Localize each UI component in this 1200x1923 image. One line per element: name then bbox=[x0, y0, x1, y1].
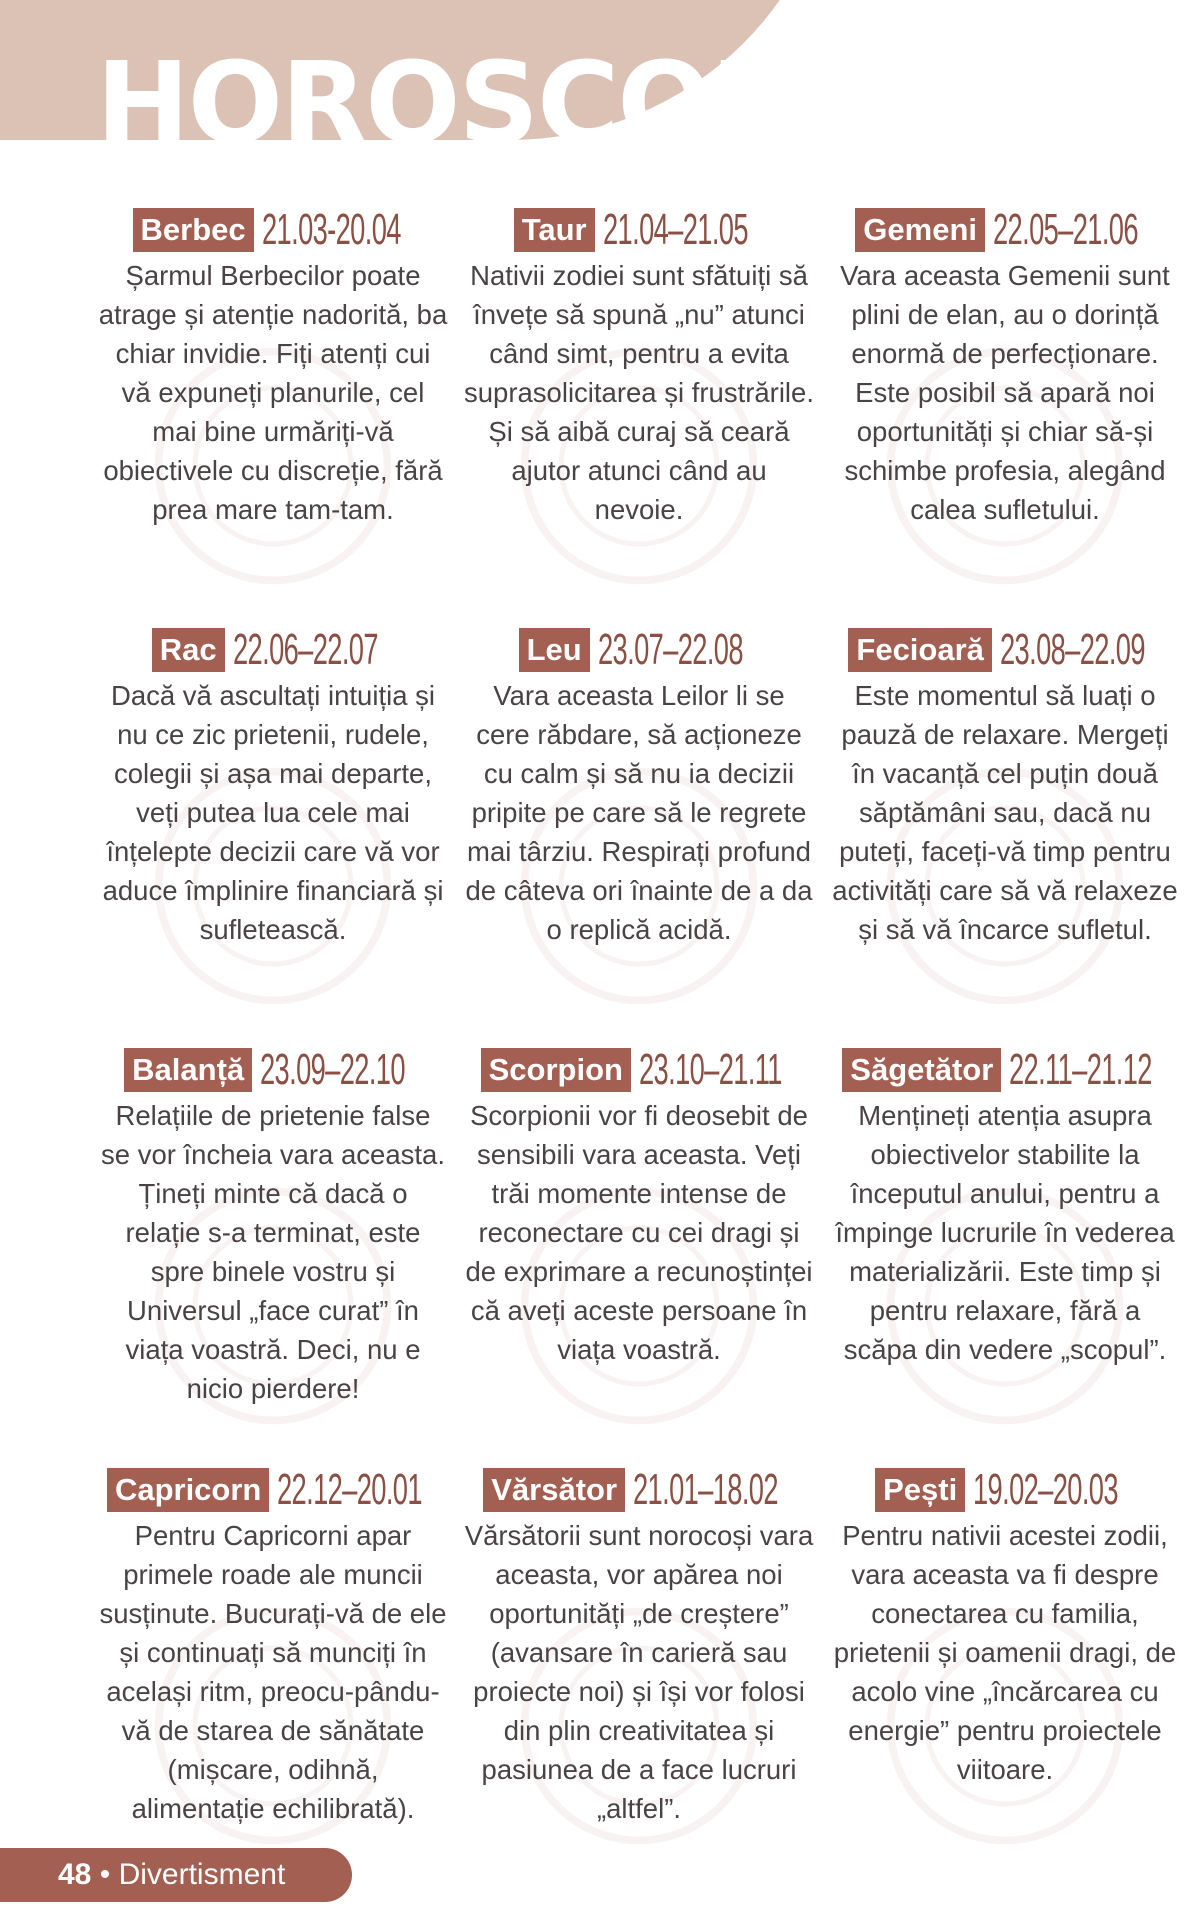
sign-name: Leu bbox=[519, 628, 590, 672]
sign-gemeni bbox=[822, 196, 1188, 616]
sign-name: Săgetător bbox=[842, 1048, 1001, 1092]
sign-dates: 21.03-20.04 bbox=[261, 205, 401, 254]
sign-text: Șarmul Berbecilor poate atrage și atenție nadorită, ba chiar invidie. Fiți atenți cui vă expuneți planurile, cel mai bine urmăriți-vă obiectivele cu discreție, fără prea mare tam-tam. bbox=[98, 260, 448, 525]
sign-dates: 21.04–21.05 bbox=[602, 205, 748, 254]
footer-separator: • bbox=[99, 1858, 111, 1891]
sign-dates: 22.06–22.07 bbox=[232, 625, 378, 674]
sign-header bbox=[456, 1456, 822, 1512]
sign-header bbox=[90, 616, 456, 672]
sign-dates: 23.10–21.11 bbox=[638, 1045, 782, 1094]
page-footer bbox=[0, 1848, 352, 1902]
sign-name: Capricorn bbox=[107, 1468, 269, 1512]
sign-fecioara bbox=[822, 616, 1188, 1036]
sign-dates: 23.07–22.08 bbox=[597, 625, 743, 674]
sign-header bbox=[456, 196, 822, 252]
sign-header bbox=[90, 1456, 456, 1512]
sign-dates: 22.05–21.06 bbox=[993, 205, 1138, 254]
sign-name: Berbec bbox=[133, 208, 254, 252]
sign-text: Mențineți atenția asupra obiectivelor stabilite la începutul anului, pentru a împinge lucrurile în vederea materializării. Este timp și pentru relaxare, fără a scăpa din vedere „scopul”. bbox=[835, 1100, 1175, 1365]
sign-header bbox=[822, 196, 1188, 252]
section-name: Divertisment bbox=[118, 1858, 286, 1891]
sign-header bbox=[456, 616, 822, 672]
sign-name: Fecioară bbox=[848, 628, 992, 672]
sign-scorpion bbox=[456, 1036, 822, 1456]
sign-name: Rac bbox=[152, 628, 225, 672]
sign-text: Vara aceasta Leilor li se cere răbdare, să acționeze cu calm și să nu ia decizii pripite pe care să le regrete mai târziu. Respirați profund de câteva ori înainte de a da o replică acidă. bbox=[465, 680, 813, 945]
sign-leu bbox=[456, 616, 822, 1036]
sign-name: Gemeni bbox=[855, 208, 985, 252]
sign-dates: 23.09–22.10 bbox=[260, 1045, 406, 1094]
sign-dates: 21.01–18.02 bbox=[633, 1465, 778, 1514]
sign-sagetator bbox=[822, 1036, 1188, 1456]
sign-text: Vara aceasta Gemenii sunt plini de elan, au o dorință enormă de perfecționare. Este posibil să apară noi oportunități și chiar să-și schimbe profesia, alegând calea sufletului. bbox=[840, 260, 1170, 525]
page-title: HOROSCOP bbox=[96, 39, 791, 169]
sign-rac bbox=[90, 616, 456, 1036]
sign-text: Dacă vă ascultați intuiția și nu ce zic prietenii, rudele, colegii și așa mai departe, veți putea lua cele mai înțelepte decizii care vă vor aduce împlinire financiară și sufletească. bbox=[102, 680, 444, 945]
sign-dates: 23.08–22.09 bbox=[999, 625, 1145, 674]
sign-header bbox=[822, 1036, 1188, 1092]
sign-text: Vărsătorii sunt norocoși vara aceasta, vor apărea noi oportunități „de creștere” (avansare în carieră sau proiecte noi) și își vor folosi din plin creativitatea și pasiunea de a face lucruri „altfel”. bbox=[464, 1520, 814, 1824]
sign-text: Este momentul să luați o pauză de relaxare. Mergeți în vacanță cel puțin două săptămâni sau, dacă nu puteți, faceți-vă timp pentru activități care să vă relaxeze și să vă încarce sufletul. bbox=[832, 680, 1178, 945]
sign-name: Taur bbox=[514, 208, 595, 252]
sign-pesti bbox=[822, 1456, 1188, 1876]
sign-name: Balanță bbox=[124, 1048, 252, 1092]
sign-text: Pentru nativii acestei zodii, vara aceasta va fi despre conectarea cu familia, prietenii și oamenii dragi, de acolo vine „încărcarea cu energie” pentru proiectele viitoare. bbox=[833, 1520, 1177, 1785]
horoscope-grid bbox=[90, 196, 1190, 1876]
sign-text: Relațiile de prietenie false se vor încheia vara aceasta. Țineți minte că dacă o relație s-a terminat, este spre binele vostru și Universul „face curat” în viața voastră. Deci, nu e nicio pierdere! bbox=[101, 1100, 445, 1404]
sign-text: Nativii zodiei sunt sfătuiți să învețe să spună „nu” atunci când simt, pentru a evita suprasolicitarea și frustrările. Și să aibă curaj să ceară ajutor atunci când au nevoie. bbox=[464, 260, 814, 525]
sign-name: Vărsător bbox=[483, 1468, 625, 1512]
sign-header bbox=[822, 1456, 1188, 1512]
sign-name: Scorpion bbox=[481, 1048, 631, 1092]
sign-text: Pentru Capricorni apar primele roade ale muncii susținute. Bucurați-vă de ele și continuați să munciți în același ritm, preocu-pându-vă de starea de sănătate (mișcare, odihnă, alimentație echilibrată). bbox=[99, 1520, 447, 1824]
sign-header bbox=[822, 616, 1188, 672]
sign-varsator bbox=[456, 1456, 822, 1876]
sign-balanta bbox=[90, 1036, 456, 1456]
sign-dates: 22.11–21.12 bbox=[1009, 1045, 1153, 1094]
sign-dates: 22.12–20.01 bbox=[277, 1465, 423, 1514]
sign-dates: 19.02–20.03 bbox=[973, 1465, 1119, 1514]
sign-capricorn bbox=[90, 1456, 456, 1876]
sign-header bbox=[90, 1036, 456, 1092]
sign-text: Scorpionii vor fi deosebit de sensibili vara aceasta. Veți trăi momente intense de reconectare cu cei dragi și de exprimare a recunoștinței că aveți aceste persoane în viața voastră. bbox=[465, 1100, 813, 1365]
sign-berbec bbox=[90, 196, 456, 616]
page-number: 48 bbox=[58, 1858, 92, 1891]
sign-name: Pești bbox=[875, 1468, 965, 1512]
sign-header bbox=[456, 1036, 822, 1092]
sign-header bbox=[90, 196, 456, 252]
sign-taur bbox=[456, 196, 822, 616]
